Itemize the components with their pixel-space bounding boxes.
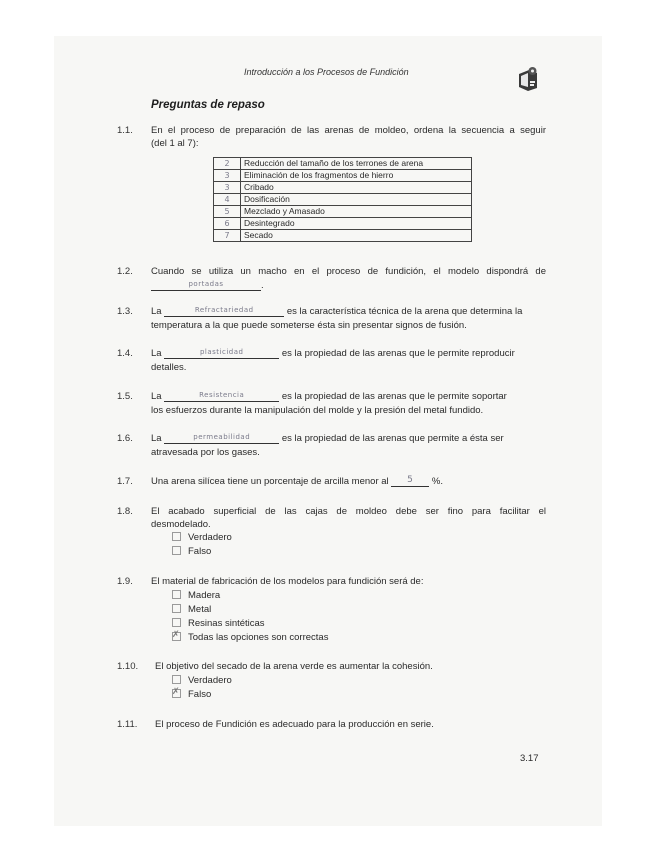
sequence-number-cell[interactable]: 7 (214, 230, 241, 242)
question-text (151, 305, 546, 319)
question-text-cont: los esfuerzos durante la manipulación del molde y la presión del metal fundido. (151, 405, 484, 416)
checkbox-checked[interactable] (172, 632, 181, 641)
question-number: 1.9. (117, 576, 133, 587)
page-sheet (54, 36, 602, 826)
question-number: 1.8. (117, 506, 133, 517)
sequence-step-cell: Desintegrado (241, 218, 472, 230)
question-text-cont: atravesada por los gases. (151, 447, 260, 458)
checkmark-icon: ✗ (172, 630, 180, 640)
question-text: Cuando se utiliza un macho en el proceso de fundición, el modelo dispondrá de (151, 266, 546, 277)
option-label: Todas las opciones son correctas (188, 632, 329, 643)
question-text (151, 432, 546, 446)
handwritten-answer: permeabilidad (193, 433, 251, 441)
sequence-number-cell[interactable]: 5 (214, 206, 241, 218)
text-fragment: La (151, 348, 162, 359)
checkbox[interactable] (172, 546, 181, 555)
sequence-step-cell: Dosificación (241, 194, 472, 206)
handwritten-answer: Resistencia (199, 391, 245, 399)
running-header: Introducción a los Procesos de Fundición (244, 67, 409, 77)
sequence-number-cell[interactable]: 4 (214, 194, 241, 206)
question-number: 1.7. (117, 476, 133, 487)
option-falso[interactable] (172, 545, 211, 559)
option-verdadero[interactable] (172, 674, 232, 688)
option-madera[interactable] (172, 589, 220, 603)
sequence-step-cell: Reducción del tamaño de los terrones de arena (241, 158, 472, 170)
option-label: Falso (188, 689, 212, 700)
sequence-table (213, 157, 472, 242)
checkbox[interactable] (172, 590, 181, 599)
text-fragment: es la característica técnica de la arena que determina la (286, 306, 523, 317)
page-number: 3.17 (520, 753, 539, 764)
question-text-cont: (del 1 al 7): (151, 138, 199, 149)
checkbox[interactable] (172, 604, 181, 613)
question-text-cont: desmodelado. (151, 519, 211, 530)
answer-blank[interactable] (391, 475, 429, 487)
sequence-row (214, 206, 472, 218)
sequence-number-cell[interactable]: 2 (214, 158, 241, 170)
sequence-number-cell[interactable]: 3 (214, 170, 241, 182)
option-label: Resinas sintéticas (188, 618, 265, 629)
question-text (151, 347, 546, 361)
question-text (151, 390, 546, 404)
option-label: Madera (188, 590, 221, 601)
answer-blank[interactable] (164, 432, 279, 444)
sequence-row (214, 158, 472, 170)
question-number: 1.10. (117, 661, 139, 672)
question-number: 1.6. (117, 433, 133, 444)
option-metal[interactable] (172, 603, 211, 617)
checkbox[interactable] (172, 618, 181, 627)
sequence-row (214, 230, 472, 242)
option-falso[interactable] (172, 688, 211, 702)
sequence-row (214, 218, 472, 230)
question-text: El material de fabricación de los modelos para fundición será de: (151, 576, 424, 587)
section-title: Preguntas de repaso (151, 99, 265, 111)
question-text (151, 475, 443, 489)
question-text-cont: temperatura a la que puede someterse ésta sin presentar signos de fusión. (151, 320, 467, 331)
option-label: Metal (188, 604, 212, 615)
answer-line (151, 279, 264, 293)
checkmark-icon: ✗ (172, 687, 180, 697)
option-todas[interactable] (172, 631, 328, 645)
sequence-number-cell[interactable]: 6 (214, 218, 241, 230)
answer-blank[interactable] (164, 347, 279, 359)
text-fragment: es la propiedad de las arenas que permite a ésta ser (281, 433, 504, 444)
text-fragment: %. (431, 476, 444, 487)
answer-blank[interactable] (164, 390, 279, 402)
option-verdadero[interactable] (172, 531, 232, 545)
question-number: 1.2. (117, 266, 133, 277)
answer-blank[interactable] (164, 305, 284, 317)
answer-blank[interactable] (151, 279, 261, 291)
sequence-row (214, 194, 472, 206)
handwritten-answer: plasticidad (199, 348, 244, 356)
sequence-step-cell: Secado (241, 230, 472, 242)
checkbox-checked[interactable] (172, 689, 181, 698)
question-text-cont: detalles. (151, 362, 187, 373)
question-text: El proceso de Fundición es adecuado para la producción en serie. (155, 719, 434, 730)
sequence-step-cell: Eliminación de los fragmentos de hierro (241, 170, 472, 182)
option-label: Verdadero (188, 675, 232, 686)
text-fragment: La (151, 306, 162, 317)
option-resinas[interactable] (172, 617, 265, 631)
question-text: En el proceso de preparación de las arenas de moldeo, ordena la secuencia a seguir (151, 125, 546, 136)
checkbox[interactable] (172, 675, 181, 684)
text-fragment: Una arena silícea tiene un porcentaje de arcilla menor al (151, 476, 389, 487)
sequence-step-cell: Mezclado y Amasado (241, 206, 472, 218)
text-fragment: La (151, 433, 162, 444)
sequence-step-cell: Cribado (241, 182, 472, 194)
handwritten-answer: Refractariedad (194, 306, 254, 314)
question-number: 1.4. (117, 348, 133, 359)
sequence-number-cell[interactable]: 3 (214, 182, 241, 194)
question-text: El objetivo del secado de la arena verde es aumentar la cohesión. (155, 661, 433, 672)
handwritten-answer: portadas (188, 280, 224, 288)
question-text: El acabado superficial de las cajas de moldeo debe ser fino para facilitar el (151, 506, 546, 517)
option-label: Falso (188, 546, 212, 557)
question-number: 1.3. (117, 306, 133, 317)
option-label: Verdadero (188, 532, 232, 543)
handwritten-answer: 5 (407, 475, 414, 485)
text-fragment: es la propiedad de las arenas que le permite reproducir (281, 348, 515, 359)
text-fragment: La (151, 391, 162, 402)
sequence-row (214, 170, 472, 182)
text-fragment: es la propiedad de las arenas que le permite soportar (281, 391, 507, 402)
gear-book-logo-icon (517, 66, 539, 92)
sequence-row (214, 182, 472, 194)
checkbox[interactable] (172, 532, 181, 541)
question-number: 1.1. (117, 125, 133, 136)
punctuation: . (261, 280, 264, 291)
question-number: 1.5. (117, 391, 133, 402)
question-number: 1.11. (117, 719, 138, 730)
